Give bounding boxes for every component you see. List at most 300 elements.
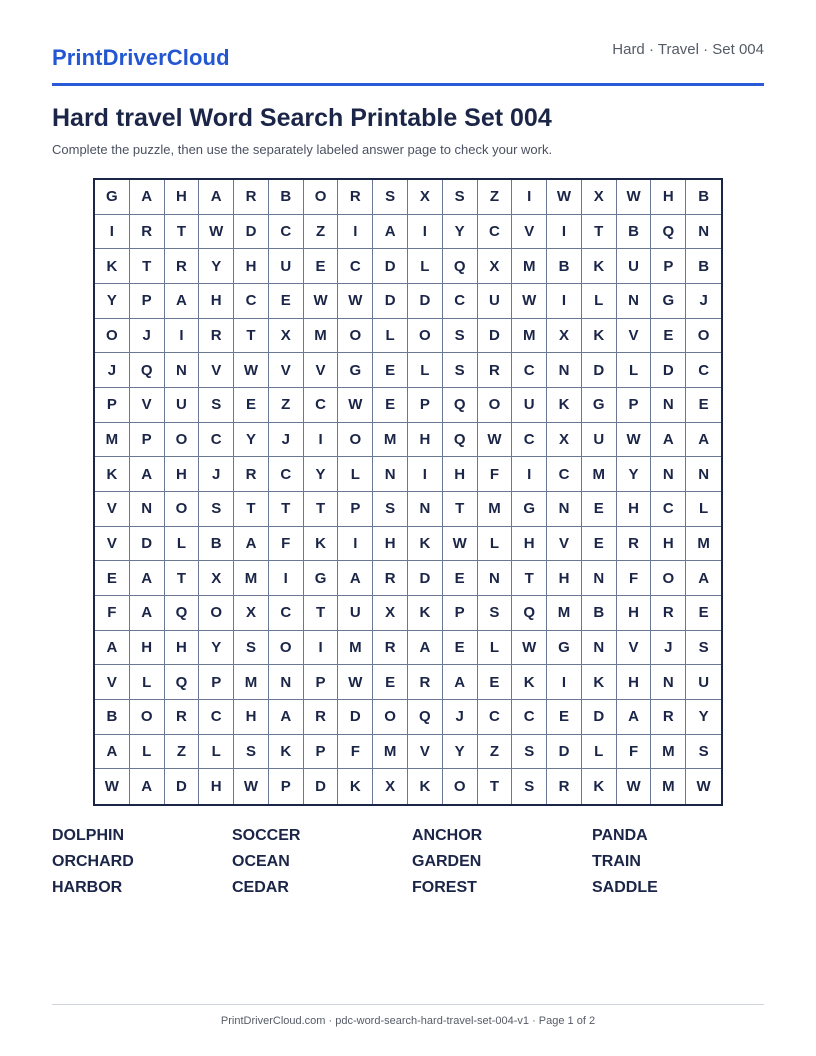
grid-cell: M [651, 769, 686, 804]
grid-cell: N [582, 561, 617, 596]
grid-cell: P [304, 735, 339, 770]
grid-cell: D [373, 249, 408, 284]
grid-cell: A [686, 561, 721, 596]
grid-cell: V [617, 319, 652, 354]
grid-cell: L [617, 353, 652, 388]
grid-cell: R [304, 700, 339, 735]
grid-cell: J [199, 457, 234, 492]
grid-cell: W [617, 769, 652, 804]
grid-cell: P [304, 665, 339, 700]
grid-cell: H [165, 631, 200, 666]
grid-cell: O [408, 319, 443, 354]
grid-cell: O [686, 319, 721, 354]
grid-cell: Y [199, 631, 234, 666]
grid-cell: S [443, 319, 478, 354]
grid-cell: C [478, 215, 513, 250]
grid-cell: X [478, 249, 513, 284]
grid-cell: Z [478, 735, 513, 770]
grid-cell: I [165, 319, 200, 354]
grid-cell: D [338, 700, 373, 735]
grid-cell: A [269, 700, 304, 735]
grid-cell: A [130, 180, 165, 215]
grid-cell: R [373, 631, 408, 666]
grid-cell: M [547, 596, 582, 631]
grid-cell: F [617, 735, 652, 770]
grid-cell: Y [443, 735, 478, 770]
grid-cell: M [582, 457, 617, 492]
grid-cell: P [408, 388, 443, 423]
grid-cell: S [686, 631, 721, 666]
grid-cell: S [443, 353, 478, 388]
grid-cell: H [408, 423, 443, 458]
grid-cell: T [304, 492, 339, 527]
grid-cell: V [408, 735, 443, 770]
grid-cell: C [651, 492, 686, 527]
grid-cell: N [651, 388, 686, 423]
grid-cell: W [338, 388, 373, 423]
grid-cell: K [408, 527, 443, 562]
word-list-item: SOCCER [232, 827, 301, 844]
grid-cell: Z [478, 180, 513, 215]
grid-cell: E [443, 631, 478, 666]
grid-cell: L [686, 492, 721, 527]
grid-cell: H [443, 457, 478, 492]
grid-cell: C [269, 215, 304, 250]
grid-cell: A [443, 665, 478, 700]
grid-cell: Y [95, 284, 130, 319]
grid-cell: V [547, 527, 582, 562]
grid-cell: N [617, 284, 652, 319]
grid-cell: K [408, 596, 443, 631]
word-list-item: CEDAR [232, 879, 289, 896]
grid-cell: O [165, 492, 200, 527]
grid-cell: K [582, 769, 617, 804]
grid-cell: D [582, 700, 617, 735]
grid-cell: Q [443, 388, 478, 423]
grid-cell: I [408, 457, 443, 492]
grid-cell: H [199, 769, 234, 804]
grid-cell: A [338, 561, 373, 596]
grid-cell: Q [651, 215, 686, 250]
word-list-item: OCEAN [232, 853, 290, 870]
grid-cell: A [130, 561, 165, 596]
grid-cell: J [95, 353, 130, 388]
grid-cell: D [234, 215, 269, 250]
grid-cell: J [651, 631, 686, 666]
grid-cell: J [686, 284, 721, 319]
grid-cell: V [304, 353, 339, 388]
grid-cell: U [165, 388, 200, 423]
grid-cell: H [547, 561, 582, 596]
grid-cell: L [582, 284, 617, 319]
grid-cell: E [234, 388, 269, 423]
grid-cell: O [304, 180, 339, 215]
page-subtitle: Complete the puzzle, then use the separately labeled answer page to check your work. [52, 142, 553, 157]
grid-cell: I [304, 423, 339, 458]
grid-cell: E [651, 319, 686, 354]
grid-cell: G [582, 388, 617, 423]
grid-cell: F [478, 457, 513, 492]
grid-cell: X [373, 596, 408, 631]
grid-cell: R [338, 180, 373, 215]
grid-cell: S [234, 735, 269, 770]
grid-cell: C [269, 457, 304, 492]
grid-cell: A [373, 215, 408, 250]
grid-cell: L [408, 353, 443, 388]
grid-cell: R [234, 180, 269, 215]
grid-cell: T [304, 596, 339, 631]
grid-cell: M [234, 665, 269, 700]
grid-cell: H [165, 180, 200, 215]
grid-cell: Y [199, 249, 234, 284]
grid-cell: D [408, 561, 443, 596]
grid-cell: V [95, 665, 130, 700]
grid-cell: I [338, 215, 373, 250]
grid-cell: S [478, 596, 513, 631]
grid-cell: E [443, 561, 478, 596]
grid-cell: K [95, 249, 130, 284]
grid-cell: D [582, 353, 617, 388]
grid-cell: D [408, 284, 443, 319]
grid-cell: L [478, 527, 513, 562]
grid-cell: N [269, 665, 304, 700]
grid-cell: O [269, 631, 304, 666]
grid-cell: U [617, 249, 652, 284]
grid-cell: Q [408, 700, 443, 735]
grid-cell: Q [512, 596, 547, 631]
grid-cell: B [686, 180, 721, 215]
grid-cell: A [686, 423, 721, 458]
grid-cell: E [582, 492, 617, 527]
grid-cell: P [443, 596, 478, 631]
grid-cell: I [338, 527, 373, 562]
grid-cell: A [199, 180, 234, 215]
grid-cell: O [199, 596, 234, 631]
grid-cell: X [373, 769, 408, 804]
grid-cell: O [130, 700, 165, 735]
grid-cell: M [512, 319, 547, 354]
grid-cell: H [512, 527, 547, 562]
grid-cell: N [373, 457, 408, 492]
grid-cell: S [199, 492, 234, 527]
grid-cell: I [547, 284, 582, 319]
grid-cell: W [696, 778, 711, 796]
grid-cell: O [373, 700, 408, 735]
grid-cell: H [199, 284, 234, 319]
grid-cell: K [338, 769, 373, 804]
grid-cell: G [547, 631, 582, 666]
grid-cell: I [408, 215, 443, 250]
grid-cell: K [95, 457, 130, 492]
word-list-item: SADDLE [592, 879, 658, 896]
grid-cell: N [547, 492, 582, 527]
grid-cell: C [512, 700, 547, 735]
grid-cell: T [512, 561, 547, 596]
grid-cell: Q [165, 596, 200, 631]
grid-cell: R [617, 527, 652, 562]
grid-cell: M [234, 561, 269, 596]
grid-cell: R [130, 215, 165, 250]
grid-cell: O [95, 319, 130, 354]
grid-cell: Q [130, 353, 165, 388]
grid-cell: R [165, 249, 200, 284]
grid-cell: B [95, 700, 130, 735]
grid-cell: R [408, 665, 443, 700]
brand-logo[interactable]: PrintDriverCloud [52, 45, 230, 70]
grid-cell: V [617, 631, 652, 666]
grid-cell: Z [165, 735, 200, 770]
grid-cell: F [95, 596, 130, 631]
grid-cell: P [130, 284, 165, 319]
grid-cell: N [408, 492, 443, 527]
grid-cell: A [95, 631, 130, 666]
grid-cell: W [338, 665, 373, 700]
grid-cell: A [130, 769, 165, 804]
grid-cell: L [582, 735, 617, 770]
grid-cell: W [547, 180, 582, 215]
grid-cell: B [686, 249, 721, 284]
grid-cell: O [165, 423, 200, 458]
grid-cell: C [199, 423, 234, 458]
grid-cell: N [130, 492, 165, 527]
grid-cell: O [338, 423, 373, 458]
grid-cell: S [199, 388, 234, 423]
grid-cell: E [686, 596, 721, 631]
grid-cell: X [199, 561, 234, 596]
grid-cell: W [512, 284, 547, 319]
grid-cell: R [165, 700, 200, 735]
grid-cell: H [617, 665, 652, 700]
grid-cell: U [686, 665, 721, 700]
grid-cell: N [582, 631, 617, 666]
grid-cell: P [199, 665, 234, 700]
word-list-item: PANDA [592, 827, 648, 844]
grid-cell: D [547, 735, 582, 770]
grid-cell: W [617, 180, 652, 215]
grid-cell: W [199, 215, 234, 250]
grid-cell: D [165, 769, 200, 804]
grid-cell: R [373, 561, 408, 596]
grid-cell: M [304, 319, 339, 354]
grid-cell: T [478, 769, 513, 804]
grid-cell: T [582, 215, 617, 250]
grid-cell: J [269, 423, 304, 458]
grid-cell: R [199, 319, 234, 354]
grid-cell: U [478, 284, 513, 319]
grid-cell: X [547, 319, 582, 354]
grid-cell: F [617, 561, 652, 596]
grid-cell: U [338, 596, 373, 631]
grid-cell: N [547, 353, 582, 388]
grid-cell: C [443, 284, 478, 319]
grid-cell: C [304, 388, 339, 423]
grid-cell: C [269, 596, 304, 631]
grid-cell: T [443, 492, 478, 527]
grid-cell: W [512, 631, 547, 666]
grid-cell: L [165, 527, 200, 562]
grid-cell: X [582, 180, 617, 215]
word-list-item: TRAIN [592, 853, 641, 870]
grid-cell: W [338, 284, 373, 319]
grid-cell: M [338, 631, 373, 666]
grid-cell: W [234, 353, 269, 388]
grid-cell: N [478, 561, 513, 596]
grid-cell: E [269, 284, 304, 319]
grid-cell: Q [443, 249, 478, 284]
grid-cell: O [338, 319, 373, 354]
grid-cell: S [512, 769, 547, 804]
grid-cell: K [582, 249, 617, 284]
grid-cell: K [582, 665, 617, 700]
grid-cell: I [547, 215, 582, 250]
grid-cell: Y [304, 457, 339, 492]
grid-cell: H [373, 527, 408, 562]
word-list-item: ANCHOR [412, 827, 483, 844]
grid-cell: H [130, 631, 165, 666]
grid-cell: E [373, 388, 408, 423]
grid-cell: A [95, 735, 130, 770]
grid-cell: L [408, 249, 443, 284]
grid-cell: V [130, 388, 165, 423]
grid-cell: H [234, 249, 269, 284]
grid-cell: C [199, 700, 234, 735]
word-list-item: GARDEN [412, 853, 482, 870]
grid-cell: H [651, 527, 686, 562]
grid-cell: K [547, 388, 582, 423]
grid-cell: T [234, 319, 269, 354]
grid-cell: T [165, 215, 200, 250]
grid-cell: M [95, 423, 130, 458]
grid-cell: I [547, 665, 582, 700]
grid-cell: L [130, 665, 165, 700]
grid-cell: E [547, 700, 582, 735]
grid-cell: L [199, 735, 234, 770]
grid-cell: Y [234, 423, 269, 458]
grid-cell: X [269, 319, 304, 354]
grid-cell: Q [443, 423, 478, 458]
grid-cell: T [165, 561, 200, 596]
grid-cell: H [165, 457, 200, 492]
grid-cell: S [443, 180, 478, 215]
grid-cell: N [165, 353, 200, 388]
grid-cell: C [686, 353, 721, 388]
grid-cell: P [651, 249, 686, 284]
grid-cell: P [95, 388, 130, 423]
grid-cell: K [582, 319, 617, 354]
grid-cell: T [234, 492, 269, 527]
page-footer: PrintDriverCloud.com · pdc-word-search-hard-travel-set-004-v1 · Page 1 of 2 [52, 1004, 764, 1027]
grid-cell: M [512, 249, 547, 284]
grid-cell: X [234, 596, 269, 631]
grid-cell: N [686, 457, 721, 492]
grid-cell: H [617, 492, 652, 527]
grid-cell: A [234, 527, 269, 562]
grid-cell: C [234, 284, 269, 319]
grid-cell: W [617, 423, 652, 458]
page-header [52, 38, 764, 86]
grid-cell: E [373, 665, 408, 700]
grid-cell: L [373, 319, 408, 354]
grid-cell: S [373, 492, 408, 527]
grid-cell: M [478, 492, 513, 527]
grid-cell: I [304, 631, 339, 666]
grid-cell: N [686, 215, 721, 250]
grid-cell: P [269, 769, 304, 804]
grid-cell: D [373, 284, 408, 319]
grid-cell: I [512, 180, 547, 215]
grid-cell: M [686, 527, 721, 562]
grid-cell: G [512, 492, 547, 527]
grid-cell: C [547, 457, 582, 492]
grid-cell: N [651, 665, 686, 700]
grid-cell: X [547, 423, 582, 458]
grid-cell: B [582, 596, 617, 631]
grid-cell: X [408, 180, 443, 215]
grid-cell: U [269, 249, 304, 284]
grid-cell: Q [165, 665, 200, 700]
page-title: Hard travel Word Search Printable Set 004 [52, 104, 552, 132]
grid-cell: T [269, 492, 304, 527]
grid-cell: B [269, 180, 304, 215]
grid-cell: Z [304, 215, 339, 250]
grid-cell: S [373, 180, 408, 215]
word-list-item: HARBOR [52, 879, 123, 896]
grid-cell: B [547, 249, 582, 284]
grid-cell: F [269, 527, 304, 562]
grid-cell: R [651, 596, 686, 631]
grid-cell: P [617, 388, 652, 423]
grid-cell: K [304, 527, 339, 562]
word-list-item: DOLPHIN [52, 827, 124, 844]
grid-cell: V [199, 353, 234, 388]
word-list-item: FOREST [412, 879, 477, 896]
grid-cell: K [269, 735, 304, 770]
grid-cell: E [95, 561, 130, 596]
grid-cell: C [512, 353, 547, 388]
grid-cell: A [617, 700, 652, 735]
word-search-grid [93, 178, 723, 806]
grid-cell: S [234, 631, 269, 666]
grid-cell: E [686, 388, 721, 423]
grid-cell: U [512, 388, 547, 423]
grid-cell: C [512, 423, 547, 458]
grid-cell: W [95, 769, 130, 804]
grid-cell: B [199, 527, 234, 562]
grid-cell: Z [269, 388, 304, 423]
grid-cell: S [512, 735, 547, 770]
grid-cell: M [373, 423, 408, 458]
grid-cell: H [234, 700, 269, 735]
grid-cell: Y [617, 457, 652, 492]
grid-cell: G [304, 561, 339, 596]
grid-cell: A [130, 596, 165, 631]
grid-cell: V [95, 527, 130, 562]
grid-cell: L [130, 735, 165, 770]
grid-cell: D [651, 353, 686, 388]
grid-cell: I [95, 215, 130, 250]
grid-cell: W [304, 284, 339, 319]
grid-cell: M [373, 735, 408, 770]
grid-cell: J [443, 700, 478, 735]
grid-cell: V [95, 492, 130, 527]
grid-cell: O [651, 561, 686, 596]
grid-cell: E [582, 527, 617, 562]
grid-cell: H [617, 596, 652, 631]
grid-cell: V [269, 353, 304, 388]
grid-cell: H [651, 180, 686, 215]
grid-cell: E [478, 665, 513, 700]
grid-cell: J [130, 319, 165, 354]
